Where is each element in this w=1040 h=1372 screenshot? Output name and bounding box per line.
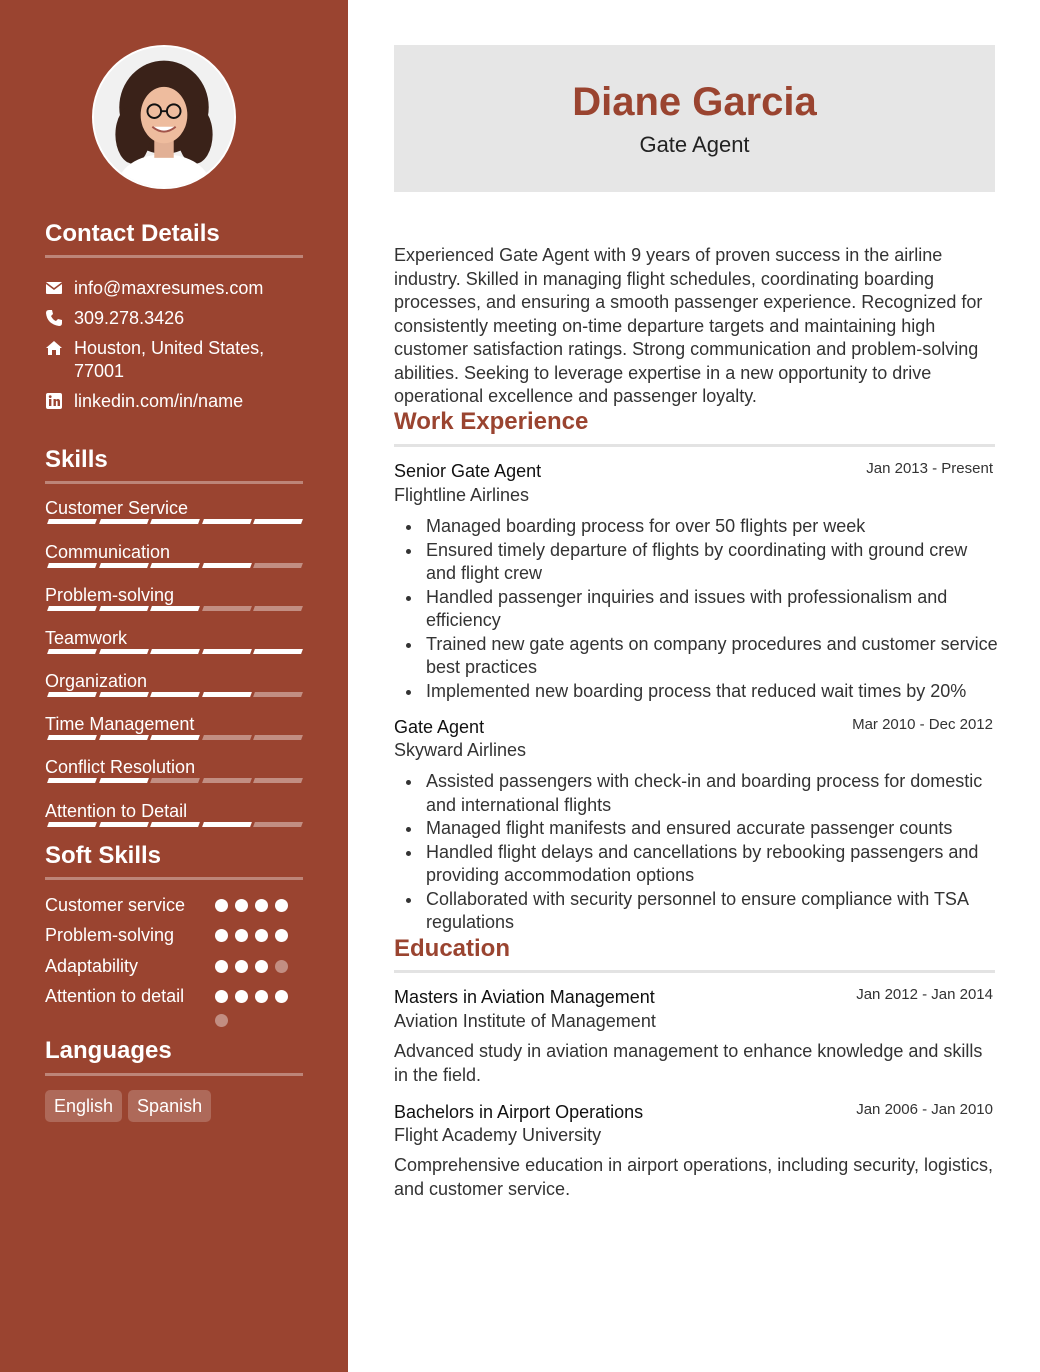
rating-dot (255, 899, 268, 912)
job-company: Flightline Airlines (394, 485, 530, 505)
rating-dot (215, 929, 228, 942)
rating-segment (150, 778, 200, 783)
rating-segment (99, 519, 149, 524)
skill-rating (45, 778, 303, 785)
skill-rating (45, 692, 303, 699)
contact-address (45, 337, 284, 383)
soft-skills-divider (45, 877, 303, 880)
job-title: Gate Agent (394, 717, 485, 737)
rating-segment (47, 822, 97, 827)
rating-segment (253, 735, 303, 740)
rating-dot (215, 1014, 228, 1027)
phone-text: 309.278.3426 (74, 308, 185, 328)
skill-rating (45, 606, 303, 613)
skill-rating (45, 649, 303, 656)
linkedin-text: linkedin.com/in/name (74, 391, 244, 411)
skill-name: Customer Service (45, 498, 189, 518)
job-company: Skyward Airlines (394, 740, 527, 760)
list-item: Collaborated with security personnel to ensure compliance with TSA regulations (426, 888, 998, 935)
rating-segment (253, 778, 303, 783)
rating-segment (99, 692, 149, 697)
list-item: Managed boarding process for over 50 flights per week (426, 515, 998, 539)
contact-heading: Contact Details (45, 220, 220, 247)
rating-segment (202, 563, 252, 568)
list-item: Assisted passengers with check-in and boarding process for domestic and international flights (426, 770, 998, 817)
rating-segment (253, 692, 303, 697)
contact-linkedin[interactable] (45, 390, 284, 413)
rating-segment (202, 778, 252, 783)
rating-segment (47, 563, 97, 568)
rating-segment (150, 735, 200, 740)
rating-segment (47, 735, 97, 740)
edu-school: Flight Academy University (394, 1125, 602, 1145)
skills-heading: Skills (45, 446, 108, 473)
skill-rating (45, 563, 303, 570)
skills-divider (45, 481, 303, 484)
candidate-name: Diane Garcia (572, 80, 817, 124)
rating-segment (150, 822, 200, 827)
contact-divider (45, 255, 303, 258)
contact-phone[interactable] (45, 307, 284, 330)
skill-item (45, 714, 303, 734)
job-dates: Jan 2013 - Present (866, 460, 993, 477)
list-item: Implemented new boarding process that reduced wait times by 20% (426, 680, 998, 704)
skill-item (45, 628, 303, 648)
rating-dot (235, 960, 248, 973)
soft-skills-heading: Soft Skills (45, 842, 162, 869)
list-item: Managed flight manifests and ensured accurate passenger counts (426, 817, 998, 841)
soft-skill-name: Adaptability (45, 956, 139, 976)
language-pill: Spanish (128, 1090, 211, 1122)
rating-dot (255, 990, 268, 1003)
email-text: info@maxresumes.com (74, 278, 264, 298)
rating-segment (150, 606, 200, 611)
rating-dot (255, 929, 268, 942)
rating-segment (253, 519, 303, 524)
skill-item (45, 498, 303, 518)
candidate-title: Gate Agent (639, 132, 750, 157)
rating-segment (47, 519, 97, 524)
rating-dot (275, 960, 288, 973)
skill-name: Conflict Resolution (45, 757, 196, 777)
edu-description: Comprehensive education in airport operations, including security, logistics, and customer service. (394, 1155, 993, 1199)
rating-segment (253, 563, 303, 568)
rating-segment (99, 822, 149, 827)
rating-segment (150, 692, 200, 697)
rating-dot (215, 990, 228, 1003)
skill-name: Communication (45, 542, 171, 562)
rating-segment (202, 735, 252, 740)
linkedin-icon (45, 392, 63, 410)
rating-segment (202, 822, 252, 827)
skill-rating (45, 519, 303, 526)
rating-segment (99, 606, 149, 611)
rating-segment (253, 822, 303, 827)
list-item: Handled flight delays and cancellations by rebooking passengers and providing accommodation options (426, 841, 998, 888)
job-title: Senior Gate Agent (394, 461, 542, 481)
rating-segment (150, 649, 200, 654)
soft-skill-item (45, 924, 303, 947)
rating-segment (99, 735, 149, 740)
avatar-icon (94, 47, 234, 187)
skill-rating (45, 822, 303, 829)
rating-segment (202, 519, 252, 524)
skill-rating (45, 735, 303, 742)
soft-skill-name: Problem-solving (45, 925, 175, 945)
skill-item (45, 671, 303, 691)
list-item: Ensured timely departure of flights by coordinating with ground crew and flight crew (426, 539, 998, 586)
work-divider (394, 444, 995, 447)
rating-segment (47, 649, 97, 654)
language-pill: English (45, 1090, 122, 1122)
edu-degree: Masters in Aviation Management (394, 987, 655, 1007)
rating-segment (202, 692, 252, 697)
rating-segment (47, 606, 97, 611)
skill-item (45, 585, 303, 605)
rating-segment (99, 563, 149, 568)
job-dates: Mar 2010 - Dec 2012 (852, 716, 993, 733)
skill-name: Organization (45, 671, 148, 691)
soft-skill-item (45, 955, 303, 978)
profile-photo (92, 45, 236, 189)
soft-skill-name: Attention to detail (45, 986, 185, 1006)
skill-item (45, 801, 303, 821)
rating-dot (215, 899, 228, 912)
job-bullets (426, 515, 998, 703)
list-item: Trained new gate agents on company procedures and customer service best practices (426, 633, 998, 680)
skill-name: Time Management (45, 714, 195, 734)
home-icon (45, 339, 63, 357)
list-item: Handled passenger inquiries and issues with professionalism and efficiency (426, 586, 998, 633)
sidebar (0, 0, 348, 1372)
rating-segment (99, 778, 149, 783)
job-bullets (426, 770, 998, 935)
soft-skill-name: Customer service (45, 895, 186, 915)
rating-dot (235, 990, 248, 1003)
education-divider (394, 970, 995, 973)
edu-degree: Bachelors in Airport Operations (394, 1102, 644, 1122)
rating-segment (47, 778, 97, 783)
languages-list (45, 1090, 211, 1122)
rating-dot (235, 899, 248, 912)
rating-segment (202, 606, 252, 611)
edu-dates: Jan 2012 - Jan 2014 (856, 986, 993, 1003)
rating-segment (253, 606, 303, 611)
skill-name: Problem-solving (45, 585, 175, 605)
contact-email[interactable] (45, 277, 284, 300)
rating-dot (275, 929, 288, 942)
rating-segment (150, 519, 200, 524)
rating-dot (275, 899, 288, 912)
skill-item (45, 757, 303, 777)
education-heading: Education (394, 935, 511, 962)
skill-name: Teamwork (45, 628, 128, 648)
languages-divider (45, 1073, 303, 1076)
rating-segment (150, 563, 200, 568)
rating-dot (215, 960, 228, 973)
rating-segment (253, 649, 303, 654)
rating-dot (255, 960, 268, 973)
edu-dates: Jan 2006 - Jan 2010 (856, 1101, 993, 1118)
rating-dot (275, 990, 288, 1003)
skill-item (45, 542, 303, 562)
rating-segment (202, 649, 252, 654)
rating-dot (235, 929, 248, 942)
summary-text: Experienced Gate Agent with 9 years of proven success in the airline industry. Skilled in managing flight schedules, coordinating boarding processes, and ensuring a smooth passenger experience. Recognized for consistently meeting on-time departure targets and maintaining high customer satisfaction ratings. Strong communication and problem-solving abilities. Seeking to leverage expertise in a new opportunity to drive operational excellence and passenger loyalty. (394, 245, 983, 406)
work-heading: Work Experience (394, 408, 589, 435)
edu-school: Aviation Institute of Management (394, 1011, 656, 1031)
soft-skill-item (45, 894, 303, 917)
rating-segment (47, 692, 97, 697)
soft-skill-item (45, 985, 303, 1008)
address-text: Houston, United States, 77001 (74, 338, 265, 381)
skill-name: Attention to Detail (45, 801, 188, 821)
envelope-icon (45, 279, 63, 297)
phone-icon (45, 309, 63, 327)
rating-segment (99, 649, 149, 654)
edu-description: Advanced study in aviation management to enhance knowledge and skills in the field. (394, 1041, 983, 1085)
languages-heading: Languages (45, 1037, 172, 1064)
